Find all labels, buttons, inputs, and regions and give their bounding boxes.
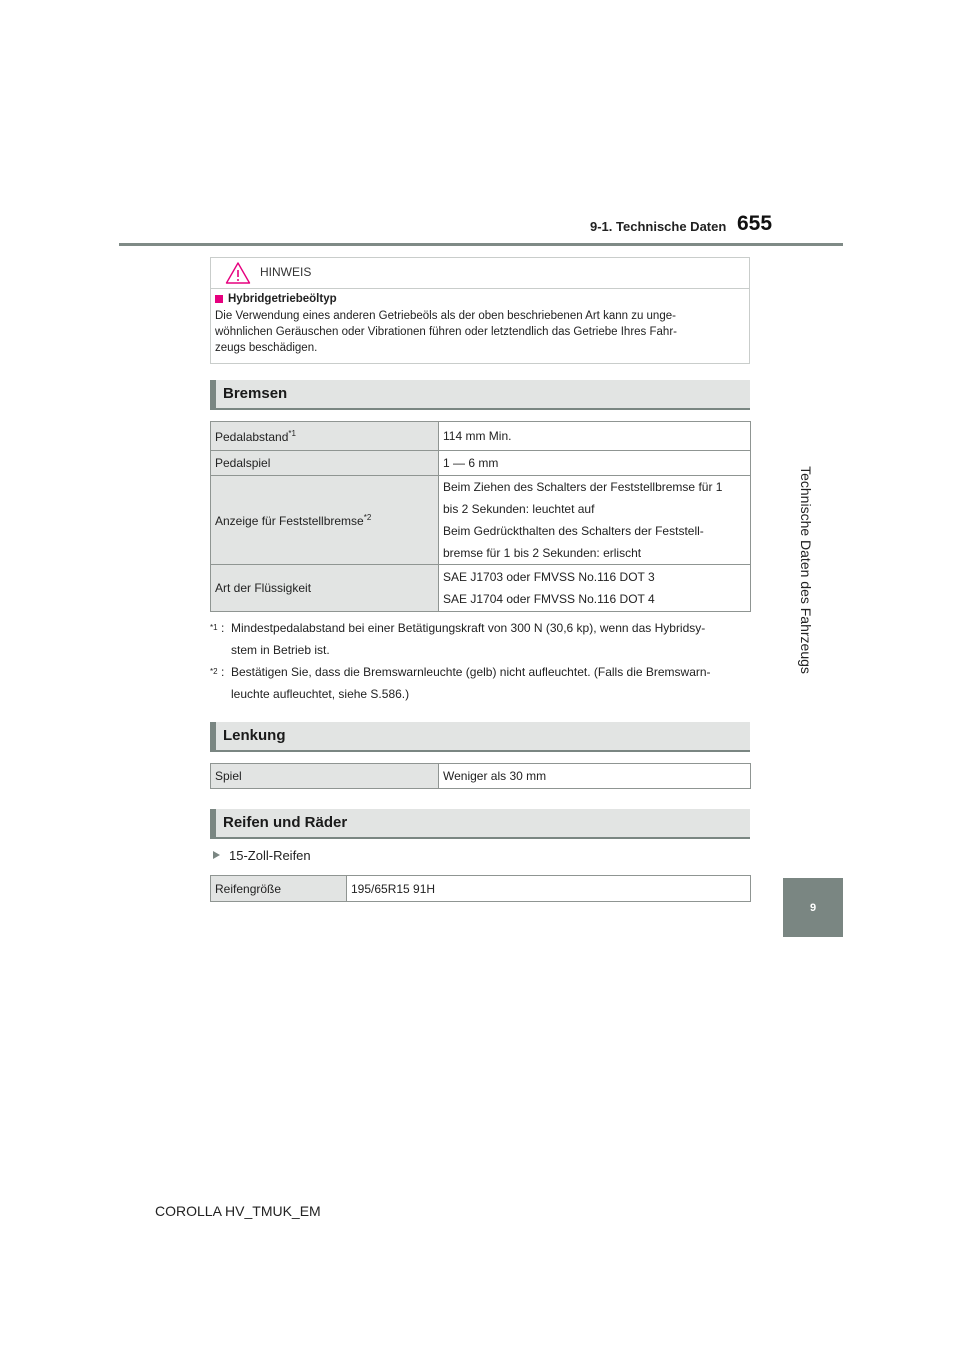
notice-title: HINWEIS (260, 265, 312, 279)
table-key: Spiel (211, 764, 439, 789)
table-key: Pedalspiel (211, 451, 439, 476)
reifen-table (210, 875, 751, 902)
document-id: COROLLA HV_TMUK_EM (155, 1203, 321, 1219)
table-value: Beim Ziehen des Schalters der Feststellbremse für 1 bis 2 Sekunden: leuchtet auf Beim Gedrückthalten des Schalters der Feststell- bremse für 1 bis 2 Sekunden: erlischt (439, 476, 751, 565)
lenkung-table (210, 763, 751, 789)
header-rule (119, 243, 843, 246)
section-bar (210, 809, 216, 837)
table-value: SAE J1703 oder FMVSS No.116 DOT 3 SAE J1704 oder FMVSS No.116 DOT 4 (439, 565, 751, 612)
footnote-1: *1 : Mindestpedalabstand bei einer Betätigungskraft von 300 N (30,6 kp), wenn das Hybridsy- stem in Betrieb ist. (210, 617, 755, 661)
triangle-bullet-icon (213, 851, 220, 859)
section-header-reifen (210, 809, 750, 839)
table-value: Weniger als 30 mm (439, 764, 751, 789)
notice-header (211, 258, 749, 289)
tire-size-bullet: 15-Zoll-Reifen (213, 848, 311, 863)
square-bullet-icon (215, 295, 223, 303)
bremsen-table (210, 421, 751, 612)
table-row (211, 476, 751, 565)
notice-subtitle-text: Hybridgetriebeöltyp (228, 293, 337, 305)
section-title: Lenkung (223, 727, 286, 744)
section-bar (210, 722, 216, 750)
section-title: Reifen und Räder (223, 814, 348, 831)
notice-line: wöhnlichen Geräuschen oder Vibrationen führen oder letztendlich das Getriebe Ihres Fahr- (215, 326, 677, 338)
side-tab-title: Technische Daten des Fahrzeugs (798, 466, 814, 674)
table-row (211, 451, 751, 476)
table-key: Anzeige für Feststellbremse$^{*2}$ (211, 476, 439, 565)
footnote-mark: *2 (210, 667, 218, 676)
warning-triangle-icon (225, 261, 251, 285)
notice-line: zeugs beschädigen. (215, 342, 318, 354)
table-value: 1 — 6 mm (439, 451, 751, 476)
footnote-mark: *1 (210, 623, 218, 632)
section-header-lenkung (210, 722, 750, 752)
table-value: 195/65R15 91H (347, 876, 751, 902)
section-header-bremsen (210, 380, 750, 410)
table-key: Pedalabstand$^{*1}$ (211, 422, 439, 451)
footnote-2: *2 : Bestätigen Sie, dass die Bremswarnleuchte (gelb) nicht aufleuchtet. (Falls die Bremswarn- leuchte aufleuchtet, siehe S.586.) (210, 661, 755, 705)
table-row (211, 422, 751, 451)
table-row (211, 565, 751, 612)
table-row (211, 764, 751, 789)
table-row (211, 876, 751, 902)
section-bar (210, 380, 216, 408)
notice-body (211, 289, 749, 356)
chapter-tab[interactable]: 9 (783, 878, 843, 937)
notice-line: Die Verwendung eines anderen Getriebeöls als der oben beschriebenen Art kann zu unge- (215, 310, 676, 322)
table-key: Art der Flüssigkeit (211, 565, 439, 612)
table-value: 114 mm Min. (439, 422, 751, 451)
table-key: Reifengröße (211, 876, 347, 902)
notice-text (215, 308, 743, 356)
page-number: 655 (737, 212, 773, 235)
notice-box (210, 257, 750, 364)
section-title: Bremsen (223, 385, 288, 402)
notice-subtitle (215, 293, 743, 305)
section-label: 9-1. Technische Daten (590, 219, 727, 234)
